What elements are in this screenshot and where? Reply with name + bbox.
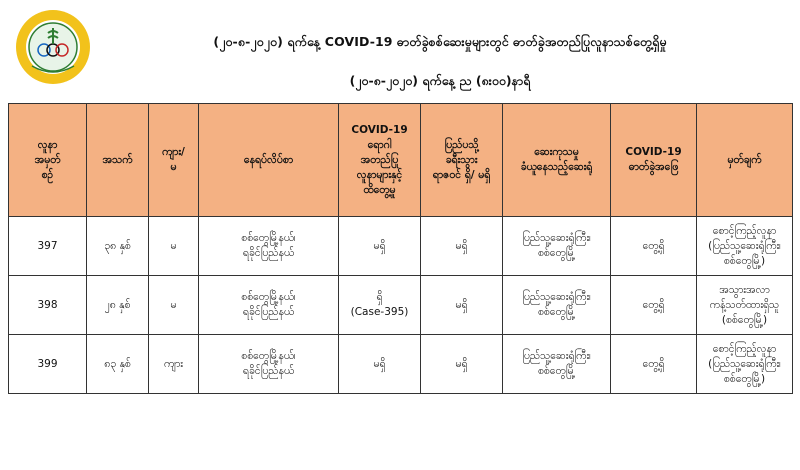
table-row <box>9 335 793 394</box>
cell-travel: မရှိ <box>421 335 503 394</box>
cell-contact: ရှိ (Case-395) <box>339 276 421 335</box>
cases-table <box>8 103 793 394</box>
page-subtitle: (၂၀-၈-၂၀၂၀) ရက်နေ့ ည (၈း၀၀)နာရီ <box>349 73 531 88</box>
cell-age: ၈၃ နှစ် <box>87 335 149 394</box>
col-header-case-no: လူနာ အမှတ် စဉ် <box>9 104 87 217</box>
col-header-contact: COVID-19 ရောဂါ အတည်ပြု လူနာများနှင့် ထိတွေ့မှု <box>339 104 421 217</box>
cell-result: တွေ့ရှိ <box>611 335 697 394</box>
cell-hospital: ပြည်သူ့ဆေးရုံကြီး၊ စစ်တွေမြို့ <box>503 335 611 394</box>
col-header-result: COVID-19 ဓာတ်ခွဲအဖြေ <box>611 104 697 217</box>
cell-remark: စောင့်ကြည့်လူနာ (ပြည်သူ့ဆေးရုံကြီး၊ စစ်တွေမြို့) <box>697 335 793 394</box>
cell-age: ၂၈ နှစ် <box>87 276 149 335</box>
cell-contact: မရှိ <box>339 335 421 394</box>
cell-case-no: 399 <box>9 335 87 394</box>
cell-sex: မ <box>149 217 199 276</box>
cell-case-no: 398 <box>9 276 87 335</box>
col-header-address: နေရပ်လိပ်စာ <box>199 104 339 217</box>
cell-sex: မ <box>149 276 199 335</box>
table-row <box>9 217 793 276</box>
cell-travel: မရှိ <box>421 217 503 276</box>
ministry-seal-icon <box>14 8 92 86</box>
col-header-hospital: ဆေးကုသမှု ခံယူနေသည့်ဆေးရုံ <box>503 104 611 217</box>
cell-result: တွေ့ရှိ <box>611 217 697 276</box>
cell-contact: မရှိ <box>339 217 421 276</box>
col-header-travel: ပြည်ပသို့ ခရီးသွား ရာဇဝင် ရှိ/ မရှိ <box>421 104 503 217</box>
cell-sex: ကျား <box>149 335 199 394</box>
page-title: (၂၀-၈-၂၀၂၀) ရက်နေ့ COVID-19 ဓာတ်ခွဲစစ်ဆေးမှုများတွင် ဓာတ်ခွဲအတည်ပြုလူနာသစ်တွေ့ရှိမှု <box>213 34 667 49</box>
cell-hospital: ပြည်သူ့ဆေးရုံကြီး၊ စစ်တွေမြို့ <box>503 217 611 276</box>
table-row <box>9 276 793 335</box>
cell-remark: အသွားအလာ ကန့်သတ်ထားရှိသူ (စစ်တွေမြို့) <box>697 276 793 335</box>
cell-hospital: ပြည်သူ့ဆေးရုံကြီး၊ စစ်တွေမြို့ <box>503 276 611 335</box>
col-header-remark: မှတ်ချက် <box>697 104 793 217</box>
col-header-age: အသက် <box>87 104 149 217</box>
cell-result: တွေ့ရှိ <box>611 276 697 335</box>
cell-address: စစ်တွေမြို့နယ်၊ ရခိုင်ပြည်နယ် <box>199 335 339 394</box>
cell-remark: စောင့်ကြည့်လူနာ (ပြည်သူ့ဆေးရုံကြီး၊ စစ်တွေမြို့) <box>697 217 793 276</box>
cell-travel: မရှိ <box>421 276 503 335</box>
cell-address: စစ်တွေမြို့နယ်၊ ရခိုင်ပြည်နယ် <box>199 217 339 276</box>
cell-case-no: 397 <box>9 217 87 276</box>
cell-age: ၃၈ နှစ် <box>87 217 149 276</box>
cell-address: စစ်တွေမြို့နယ်၊ ရခိုင်ပြည်နယ် <box>199 276 339 335</box>
ministry-logo <box>14 8 92 86</box>
table-header-row <box>9 104 793 217</box>
col-header-sex: ကျား/ မ <box>149 104 199 217</box>
